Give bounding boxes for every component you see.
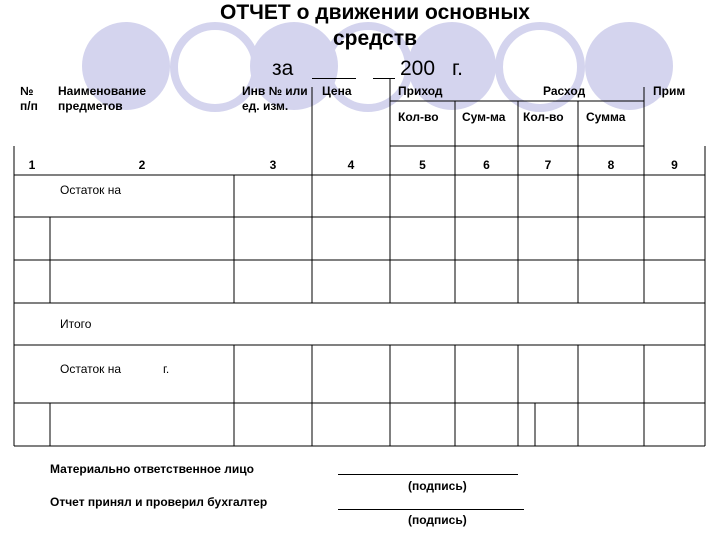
col-number: 6 — [483, 158, 490, 172]
signature-responsible-line — [338, 474, 518, 475]
header-note: Прим — [653, 84, 686, 98]
period-prefix: за — [272, 57, 294, 80]
header-expense-qty: Кол-во — [523, 110, 564, 124]
col-number: 1 — [28, 158, 36, 172]
header-income-qty: Кол-во — [398, 110, 439, 124]
period-suffix: г. — [452, 57, 463, 80]
col-number: 8 — [607, 158, 615, 172]
col-number: 4 — [347, 158, 355, 172]
row-balance-end: Остаток на — [60, 362, 122, 376]
signature-responsible-label: Материально ответственное лицо — [50, 462, 255, 476]
row-balance-end-suffix: г. — [163, 362, 170, 376]
period-year: 200 — [400, 57, 436, 80]
col-number: 5 — [419, 158, 426, 172]
title-line-2: средств — [332, 27, 418, 50]
signature-accountant-caption: (подпись) — [408, 513, 467, 527]
row-total: Итого — [60, 317, 92, 331]
header-expense: Расход — [543, 84, 586, 98]
col-number: 7 — [544, 158, 552, 172]
col-number: 2 — [138, 158, 146, 172]
header-income: Приход — [398, 84, 443, 98]
header-inv: Инв № или ед. изм. — [242, 84, 308, 113]
header-price: Цена — [322, 84, 352, 98]
title-line-1: ОТЧЕТ о движении основных — [220, 1, 530, 24]
header-name: Наименование предметов — [58, 84, 147, 113]
row-balance-start: Остаток на — [60, 183, 122, 197]
signature-accountant-label: Отчет принял и проверил бухгалтер — [50, 495, 268, 509]
col-number: 9 — [671, 158, 678, 172]
col-number: 3 — [269, 158, 277, 172]
signature-responsible-caption: (подпись) — [408, 479, 467, 493]
header-expense-sum: Сумма — [586, 110, 626, 124]
header-num: № п/п — [20, 84, 38, 113]
header-income-sum: Сум-ма — [462, 110, 506, 124]
signature-accountant-line — [338, 509, 524, 510]
